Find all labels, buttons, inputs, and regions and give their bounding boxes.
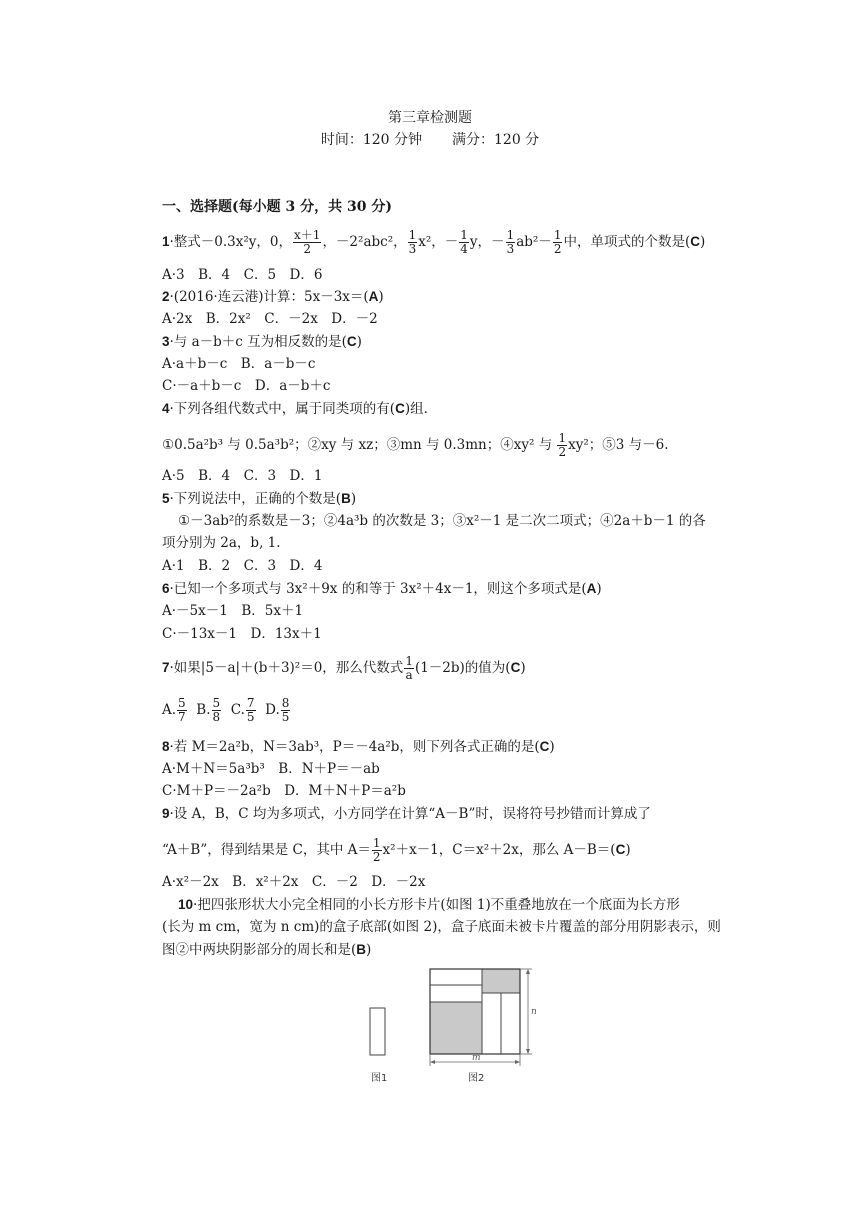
fraction: $\frac{1}{2}$ — [553, 228, 562, 256]
answer: C — [395, 401, 405, 416]
page-title: 第三章检测题 — [388, 110, 472, 126]
shaded-region-top-right — [482, 969, 520, 993]
fraction: $\frac{1}{2}$ — [372, 836, 381, 864]
question-6-options-1: A·－5x－1 B．5x＋1 — [162, 603, 304, 619]
score-info: 满分：120 分 — [452, 132, 540, 148]
fraction: $\frac{1}{a}$ — [405, 654, 413, 682]
question-1: 1·整式－0.3x²y，0， $\frac{x+1}{2}$ ，－2²abc²， $\frac{1}{3}$ x²，－ $\frac{1}{4}$ y，－ $\frac{1}{3}$ ab²－ $\frac{1}{2}$ 中，单项式的个数是(C) — [162, 228, 706, 256]
question-9-line-2: “A＋B”，得到结果是 C，其中 A＝ $\frac{1}{2}$ x²＋x－1，C＝x²＋2x，那么 A－B＝(C) — [162, 836, 631, 864]
fraction: $\frac{5}{7}$ — [178, 696, 186, 724]
card-vertical-1 — [482, 993, 501, 1054]
question-5: 5·下列说法中，正确的个数是(B) — [162, 491, 357, 507]
answer: A — [586, 581, 597, 596]
question-3-options-2: C·－a＋b－c D．a－b＋c — [162, 378, 331, 394]
answer: C — [615, 842, 626, 857]
fraction: $\frac{8}{5}$ — [281, 696, 290, 724]
question-text: ·整式－0.3x²y，0， — [169, 234, 293, 250]
question-2: 2·(2016·连云港)计算：5x－3x＝(A) — [162, 289, 384, 305]
figure-area — [360, 964, 560, 1092]
shaded-region-bottom-left — [430, 1002, 482, 1054]
fig1-rectangle — [370, 1008, 385, 1055]
question-number: 1 — [162, 234, 170, 249]
card-horizontal-2 — [430, 985, 482, 1002]
answer: B — [356, 942, 367, 957]
exam-info — [0, 129, 860, 149]
m-label: m — [472, 1053, 481, 1063]
section-heading: 一、选择题(每小题 3 分，共 30 分) — [162, 199, 392, 215]
question-8-options-1: A·M＋N＝5a³b³ B．N＋P＝－ab — [162, 761, 380, 777]
fraction: $\frac{1}{3}$ — [506, 228, 515, 256]
answer: C — [510, 660, 521, 675]
fraction: $\frac{1}{3}$ — [408, 228, 417, 256]
question-7: 7·如果|5－a|＋(b＋3)²＝0，那么代数式 $\frac{1}{a}$ (1－2b)的值为(C) — [162, 654, 526, 682]
card-horizontal-1 — [430, 969, 482, 985]
question-4-options: A·5 B．4 C．3 D．1 — [162, 468, 323, 484]
fraction: $\frac{x+1}{2}$ — [294, 228, 321, 256]
question-10-line-1: 10·把四张形状大小完全相同的小长方形卡片(如图 1)不重叠地放在一个底面为长方形 — [178, 897, 680, 913]
question-10-line-2: (长为 m cm，宽为 n cm)的盒子底部(如图 2)，盒子底面未被卡片覆盖的部分用阴影表示，则 — [162, 919, 721, 935]
answer: C — [690, 234, 700, 249]
card-vertical-2 — [501, 993, 520, 1054]
answer: B — [341, 491, 351, 506]
question-5-items-1: ①－3ab²的系数是－3；②4a³b 的次数是 3；③x²－1 是二次二项式；④2a＋b－1 的各 — [178, 513, 706, 529]
question-4: 4·下列各组代数式中，属于同类项的有(C)组． — [162, 401, 438, 417]
question-7-options: A. $\frac{5}{7}$ B. $\frac{5}{8}$ C. $\frac{7}{5}$ D. $\frac{8}{5}$ — [162, 696, 290, 724]
fig2-label: 图2 — [468, 1073, 485, 1084]
fraction: $\frac{1}{2}$ — [558, 431, 567, 459]
question-10-line-3: 图②中两块阴影部分的周长和是(B) — [162, 942, 372, 958]
time-info: 时间：120 分钟 — [320, 132, 422, 148]
question-9-options: A·x²－2x B．x²＋2x C．－2 D．－2x — [162, 874, 426, 890]
answer: C — [346, 334, 357, 349]
question-6: 6·已知一个多项式与 3x²＋9x 的和等于 3x²＋4x－1，则这个多项式是(A) — [162, 581, 602, 597]
fraction: $\frac{7}{5}$ — [246, 696, 255, 724]
question-3-options-1: A·a＋b－c B．a－b－c — [162, 356, 316, 372]
question-1-options: A·3 B．4 C．5 D．6 — [162, 267, 323, 283]
answer: C — [539, 739, 550, 754]
question-2-options: A·2x B．2x² C．－2x D．－2 — [162, 311, 378, 327]
question-8-options-2: C·M＋P＝－2a²b D．M＋N＋P＝a²b — [162, 783, 406, 799]
question-5-items-2: 项分别为 2a，b, 1. — [162, 535, 281, 551]
question-5-options: A·1 B．2 C．3 D．4 — [162, 558, 323, 574]
fig1-label: 图1 — [371, 1073, 388, 1084]
answer: A — [368, 289, 379, 304]
fraction: $\frac{5}{8}$ — [212, 696, 221, 724]
question-8: 8·若 M＝2a²b，N＝3ab³，P＝－4a²b，则下列各式正确的是(C) — [162, 739, 555, 755]
n-label: n — [531, 1007, 537, 1017]
question-6-options-2: C·－13x－1 D．13x＋1 — [162, 626, 322, 642]
question-3: 3·与 a－b＋c 互为相反数的是(C) — [162, 334, 362, 350]
fraction: $\frac{1}{4}$ — [460, 228, 468, 256]
question-9-line-1: 9·设 A，B，C 均为多项式，小方同学在计算“A－B”时，误将符号抄错而计算成了 — [162, 806, 651, 822]
question-4-items: ①0.5a²b³ 与 0.5a³b²；②xy 与 xz；③mn 与 0.3mn；④xy² 与 $\frac{1}{2}$ xy²；⑤3 与－6. — [162, 431, 669, 459]
